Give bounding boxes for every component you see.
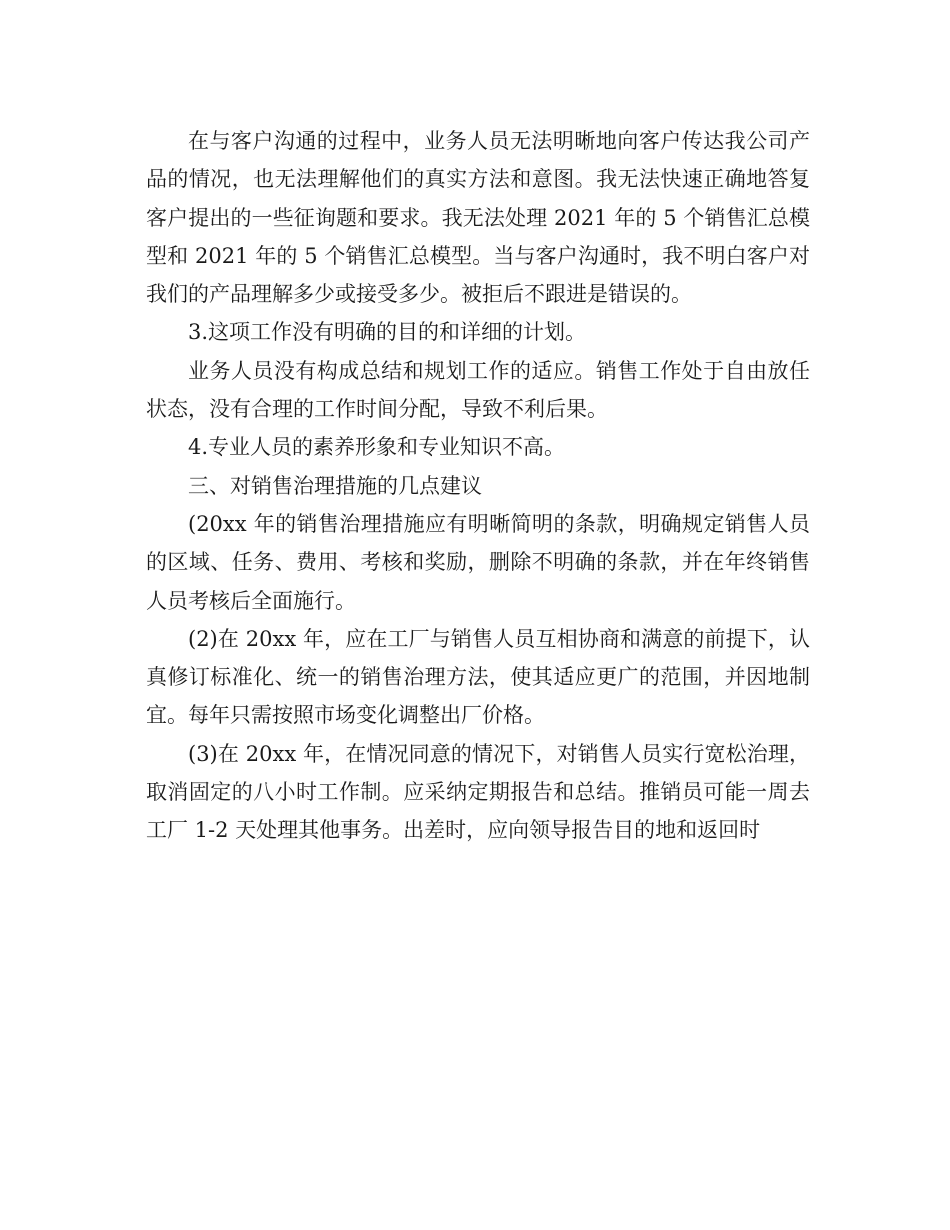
document-page [146,122,810,850]
paragraph-work-planning: 业务人员没有构成总结和规划工作的适应。销售工作处于自由放任状态，没有合理的工作时间分配，导致不利后果。 [146,358,810,422]
section-heading-suggestions: 三、对销售治理措施的几点建议 [188,473,482,498]
paragraph-point-3: 3.这项工作没有明确的目的和详细的计划。 [188,320,587,345]
paragraph-suggestion-3: (3)在 20xx 年，在情况同意的情况下，对销售人员实行宽松治理，取消固定的八小时工作制。应采纳定期报告和总结。推销员可能一周去工厂 1-2 天处理其他事务。出差时，应向领导报告目的地和返回时 [146,741,810,843]
paragraph-customer-communication: 在与客户沟通的过程中，业务人员无法明晰地向客户传达我公司产品的情况，也无法理解他们的真实方法和意图。我无法快速正确地答复客户提出的一些征询题和要求。我无法处理 2021 年的 5 个销售汇总模型和 2021 年的 5 个销售汇总模型。当与客户沟通时，我不明白客户对我们的产品理解多少或接受多少。被拒后不跟进是错误的。 [146,129,810,307]
paragraph-suggestion-1: (20xx 年的销售治理措施应有明晰简明的条款，明确规定销售人员的区域、任务、费用、考核和奖励，删除不明确的条款，并在年终销售人员考核后全面施行。 [146,511,810,613]
paragraph-point-4: 4.专业人员的素养形象和专业知识不高。 [188,435,566,460]
paragraph-suggestion-2: (2)在 20xx 年，应在工厂与销售人员互相协商和满意的前提下，认真修订标准化、统一的销售治理方法，使其适应更广的范围，并因地制宜。每年只需按照市场变化调整出厂价格。 [146,626,810,728]
